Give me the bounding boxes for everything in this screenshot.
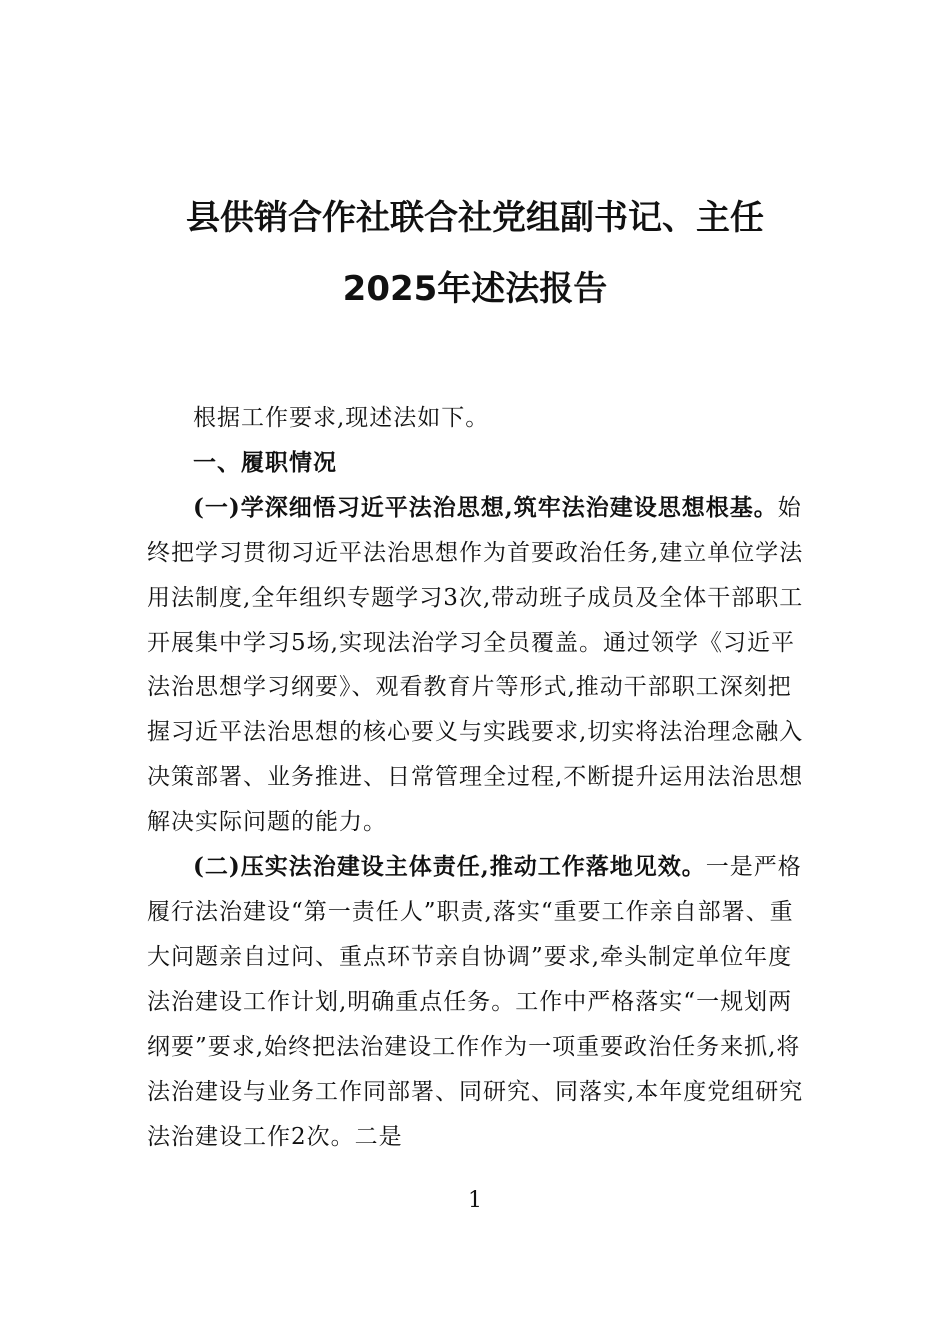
document-title-line1: 县供销合作社联合社党组副书记、主任 (186, 198, 764, 238)
subsection-heading-2: (二)压实法治建设主体责任,推动工作落地见效。 (193, 853, 706, 881)
subsection-heading-1: (一)学深细悟习近平法治思想,筑牢法治建设思想根基。 (193, 493, 778, 521)
subsection-paragraph-2 (147, 845, 807, 1159)
subsection-body-2: 一是严格履行法治建设“第一责任人”职责,落实“重要工作亲自部署、重大问题亲自过问、重点环节亲自协调”要求,牵头制定单位年度法治建设工作计划,明确重点任务。工作中严格落实“一规划两纲要”要求,始终把法治建设工作作为一项重要政治任务来抓,将法治建设与业务工作同部署、同研究、同落实,本年度党组研究法治建设工作2次。二是 (147, 854, 804, 1150)
section-heading-performance: 一、履职情况 (193, 449, 337, 476)
document-body (147, 396, 807, 1159)
subsection-paragraph-1 (147, 486, 807, 845)
intro-paragraph: 根据工作要求,现述法如下。 (193, 405, 490, 431)
subsection-body-1: 始终把学习贯彻习近平法治思想作为首要政治任务,建立单位学法用法制度,全年组织专题学习3次,带动班子成员及全体干部职工开展集中学习5场,实现法治学习全员覆盖。通过领学《习近平法治思想学习纲要》、观看教育片等形式,推动干部职工深刻把握习近平法治思想的核心要义与实践要求,切实将法治理念融入决策部署、业务推进、日常管理全过程,不断提升运用法治思想解决实际问题的能力。 (147, 494, 804, 836)
document-title-line2: 2025年述法报告 (342, 269, 608, 309)
page-number: 1 (468, 1188, 482, 1213)
